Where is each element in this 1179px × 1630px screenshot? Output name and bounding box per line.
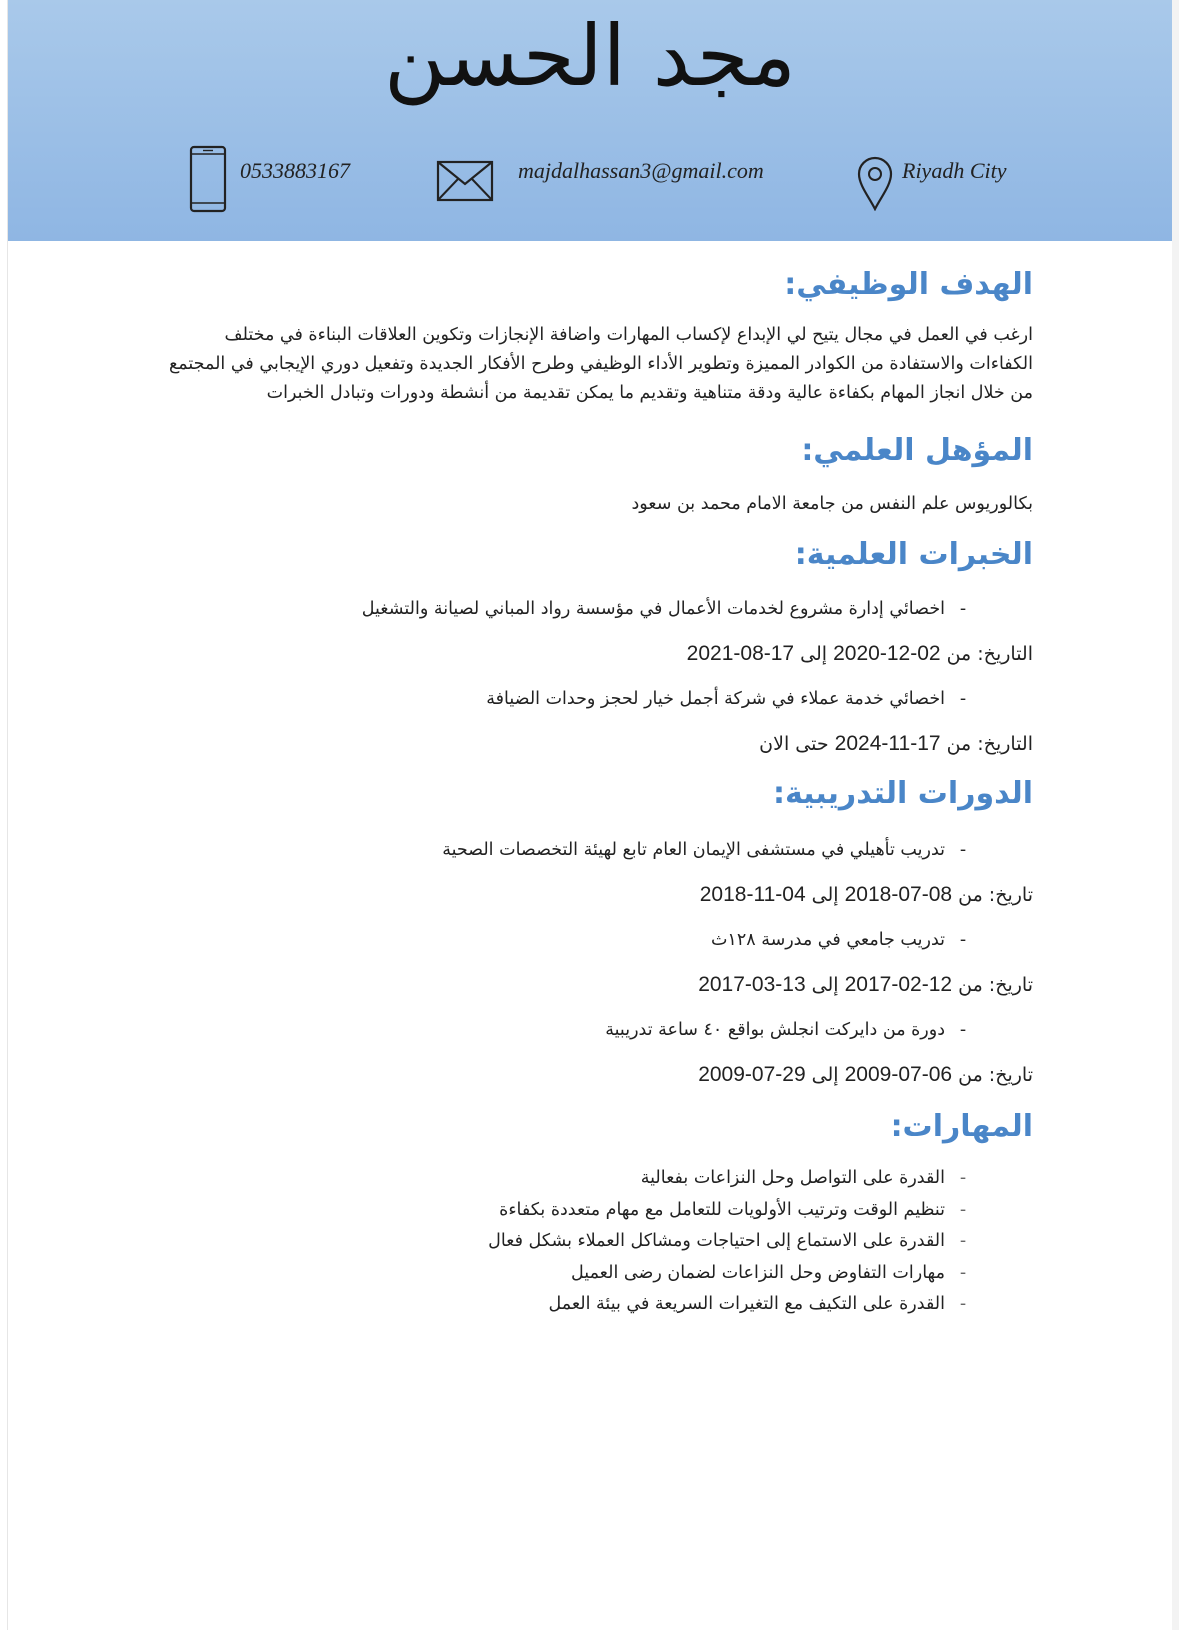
education-section [140, 428, 1033, 518]
skill-item [140, 1289, 1033, 1321]
date-to: 04-11-2018 [699, 883, 806, 906]
experience-date [140, 729, 1033, 759]
email-address[interactable]: majdalhassan3@gmail.com [518, 158, 764, 183]
objective-line: ارغب في العمل في مجال يتيح لي الإبداع لإكساب المهارات واضافة الإنجازات وتكوين العلاقات البناءة في مختلف [224, 325, 1033, 345]
experience-date [140, 639, 1033, 669]
training-item [140, 1016, 1033, 1044]
date-from: 12-02-2017 [844, 973, 953, 996]
date-label: التاريخ: من [946, 643, 1033, 665]
bullet-dash: - [959, 1199, 967, 1220]
bullet-dash: - [959, 1231, 967, 1251]
location-text: Riyadh City [902, 158, 1007, 183]
experience-text: اخصائي إدارة مشروع لخدمات الأعمال في مؤسسة رواد المباني لصيانة والتشغيل [361, 599, 945, 619]
objective-line: من خلال انجاز المهام بكفاءة عالية ودقة متناهية وتقديم ما يمكن تقديمة من أنشطة ودورات وتبادل الخبرات [266, 383, 1033, 403]
training-section [140, 771, 1033, 1090]
date-from: 06-07-2009 [844, 1063, 953, 1086]
date-separator: إلى [800, 643, 828, 665]
bullet-dash: - [959, 1020, 967, 1040]
person-name: مجد الحسن [383, 7, 797, 105]
date-separator: حتى الان [759, 733, 829, 755]
education-text: بكالوريوس علم النفس من جامعة الامام محمد بن سعود [631, 494, 1033, 514]
training-date [140, 880, 1033, 910]
skill-item [140, 1226, 1033, 1258]
education-title: المؤهل العلمي: [801, 433, 1033, 468]
training-text: دورة من دايركت انجلش بواقع ٤٠ ساعة تدريبية [605, 1020, 945, 1040]
skills-title: المهارات: [890, 1109, 1033, 1144]
skill-item [140, 1195, 1033, 1227]
experience-text: اخصائي خدمة عملاء في شركة أجمل خيار لحجز وحدات الضيافة [486, 689, 945, 709]
resume-body [140, 262, 1033, 1321]
date-label: تاريخ: من [958, 974, 1033, 996]
date-to: 17-08-2021 [686, 642, 795, 665]
date-label: التاريخ: من [946, 733, 1033, 755]
date-from: 17-11-2024 [834, 732, 941, 755]
objective-line: الكفاءات والاستفادة من الكوادر المميزة وتطوير الأداء الوظيفي وطرح الأفكار الجديدة وتفعيل دوري الإيجابي في المجتمع [168, 354, 1033, 374]
skill-item [140, 1258, 1033, 1290]
skill-text: تنظيم الوقت وترتيب الأولويات للتعامل مع مهام متعددة بكفاءة [499, 1199, 945, 1220]
bullet-dash: - [959, 840, 967, 860]
experience-title: الخبرات العلمية: [794, 537, 1033, 572]
date-separator: إلى [811, 974, 839, 996]
bullet-dash: - [959, 689, 967, 709]
experience-item [140, 595, 1033, 623]
skill-text: القدرة على التواصل وحل النزاعات بفعالية [640, 1168, 945, 1188]
date-label: تاريخ: من [958, 884, 1033, 906]
training-text: تدريب تأهيلي في مستشفى الإيمان العام تابع لهيئة التخصصات الصحية [442, 840, 945, 860]
bullet-dash: - [959, 1294, 967, 1314]
contact-location [856, 145, 1006, 217]
envelope-icon [436, 160, 494, 206]
training-item [140, 926, 1033, 954]
training-date [140, 1060, 1033, 1090]
skill-text: القدرة على الاستماع إلى احتياجات ومشاكل العملاء بشكل فعال [488, 1231, 945, 1251]
date-from: 08-07-2018 [844, 883, 953, 906]
bullet-dash: - [959, 1262, 967, 1283]
skill-text: القدرة على التكيف مع التغيرات السريعة في بيئة العمل [548, 1294, 945, 1314]
bullet-dash: - [959, 599, 967, 619]
training-title: الدورات التدريبية: [772, 776, 1033, 811]
skill-text: مهارات التفاوض وحل النزاعات لضمان رضى العميل [571, 1262, 945, 1283]
experience-item [140, 685, 1033, 713]
page-edge [1172, 0, 1179, 1630]
objective-section [140, 262, 1033, 408]
date-to: 29-07-2009 [698, 1063, 806, 1086]
skills-list [140, 1163, 1033, 1321]
experience-section [140, 532, 1033, 759]
training-date [140, 970, 1033, 1000]
objective-paragraph [140, 321, 1033, 408]
skill-item [140, 1163, 1033, 1195]
contact-phone [188, 145, 350, 217]
date-separator: إلى [811, 1064, 839, 1086]
training-text: تدريب جامعي في مدرسة ١٢٨ث [710, 930, 945, 950]
skills-section [140, 1104, 1033, 1321]
objective-title: الهدف الوظيفي: [784, 267, 1033, 302]
date-label: تاريخ: من [958, 1064, 1033, 1086]
contact-email [436, 145, 764, 217]
date-separator: إلى [811, 884, 839, 906]
date-to: 13-03-2017 [698, 973, 806, 996]
phone-icon [188, 145, 228, 219]
bullet-dash: - [959, 930, 967, 950]
training-item [140, 836, 1033, 864]
bullet-dash: - [959, 1168, 967, 1188]
date-from: 02-12-2020 [833, 642, 941, 665]
phone-number[interactable]: 0533883167 [240, 158, 350, 183]
map-pin-icon [856, 155, 894, 215]
